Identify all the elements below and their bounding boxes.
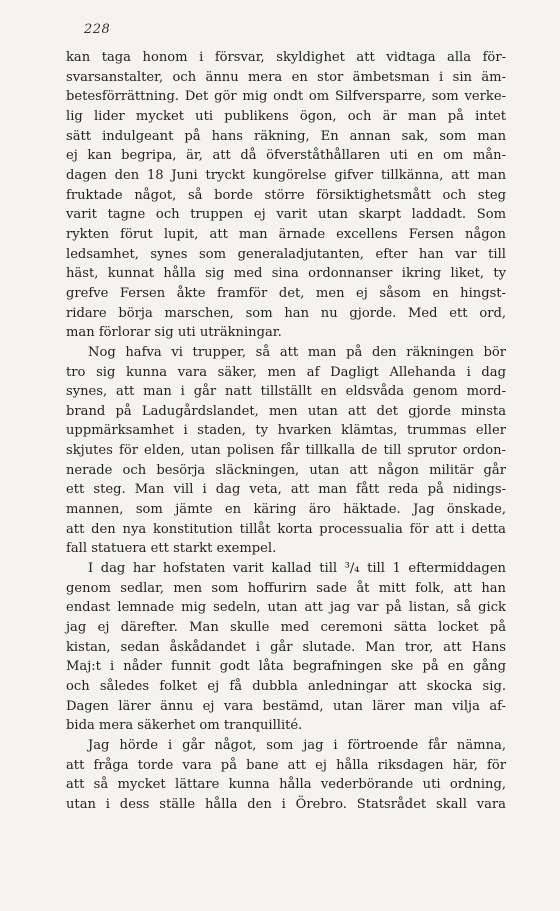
text-line: ridare börja marschen, som han nu gjorde. Med ett ord, [66,305,506,321]
text-line: att den nya konstitution tillåt korta processualia för att i detta [66,521,506,537]
text-line: bida mera säkerhet om tranquillité. [66,718,303,734]
text-line: Dagen lärer ännu ej vara bestämd, utan lärer man vilja af- [66,698,506,714]
text-line: tro sig kunna vara säker, men af Dagligt Allehanda i dag [66,364,506,380]
text-line: och således folket ej få dubbla anledningar att skocka sig. [66,679,506,694]
text-line: rykten förut lupit, att man ärnade excellens Fersen någon [66,226,506,242]
text-line: svarsanstalter, och ännu mera en stor ämbetsman i sin äm- [66,69,506,85]
text-line: sätt indulgeant på hans räkning, En annan sak, som man [66,128,506,144]
text-line: endast lemnade mig sedeln, utan att jag var på listan, så gick [66,600,506,616]
text-line: häst, kunnat hålla sig med sina ordonnanser ikring liket, ty [66,266,506,282]
text-line: ej kan begripa, är, att då öfverståthållaren uti en om mån- [66,148,506,164]
text-line: kistan, sedan åskådandet i går slutade. Man tror, att Hans [66,639,506,655]
text-line: utan i dess ställe hålla den i Örebro. Statsrådet skall vara [66,796,506,812]
text-line: jag ej därefter. Man skulle med ceremoni sätta locket på [66,620,506,636]
text-line: ett steg. Man vill i dag veta, att man fått reda på nidings- [66,482,506,498]
text-line: lig lider mycket uti publikens ögon, och är man på intet [66,108,506,124]
page-number: 228 [84,22,111,37]
text-line: brand på Ladugårdslandet, men utan att det gjorde minsta [66,403,506,419]
page-text [66,48,506,815]
text-line: man förlorar sig uti uträkningar. [66,325,282,341]
text-line: uppmärksamhet i staden, ty hvarken klämtas, trummas eller [66,423,506,439]
text-line: fruktade något, så borde större försiktighetsmått och steg [66,187,506,203]
text-line: ledsamhet, synes som generaladjutanten, efter han var till [66,246,506,262]
text-line: betesförrättning. Det gör mig ondt om Silfversparre, som verke- [66,89,506,105]
text-line: att fråga torde vara på bane att ej hålla riksdagen här, för [66,757,506,773]
text-line: fall statuera ett starkt exempel. [66,541,277,557]
text-line: dagen den 18 Juni tryckt kungörelse gifver tillkänna, att man [66,167,506,183]
text-line: kan taga honom i försvar, skyldighet att vidtaga alla för- [66,50,506,65]
text-line: att så mycket lättare kunna hålla vederbörande uti ordning, [66,777,506,793]
text-line: varit tagne och truppen ej varit utan skarpt laddadt. Som [66,207,506,223]
text-line: Maj:t i nåder funnit godt låta begrafningen ske på en gång [66,659,506,675]
text-line: skjutes för elden, utan polisen får tillkalla de till sprutor ordon- [66,443,506,459]
text-line: I dag har hofstaten varit kallad till ³/₄ till 1 eftermiddagen [88,561,506,577]
text-line: grefve Fersen åkte framför det, men ej såsom en hingst- [66,285,506,301]
text-line: mannen, som jämte en käring äro häktade. Jag önskade, [66,502,506,518]
text-line: synes, att man i går natt tillställt en eldsvåda genom mord- [66,384,506,400]
text-line: genom sedlar, men som hoffurirn sade åt mitt folk, att han [66,580,506,596]
text-line: nerade och besörja släckningen, utan att någon militär går [66,462,506,478]
text-line: Nog hafva vi trupper, så att man på den räkningen bör [88,344,506,360]
text-line: Jag hörde i går något, som jag i förtroende får nämna, [88,737,506,753]
